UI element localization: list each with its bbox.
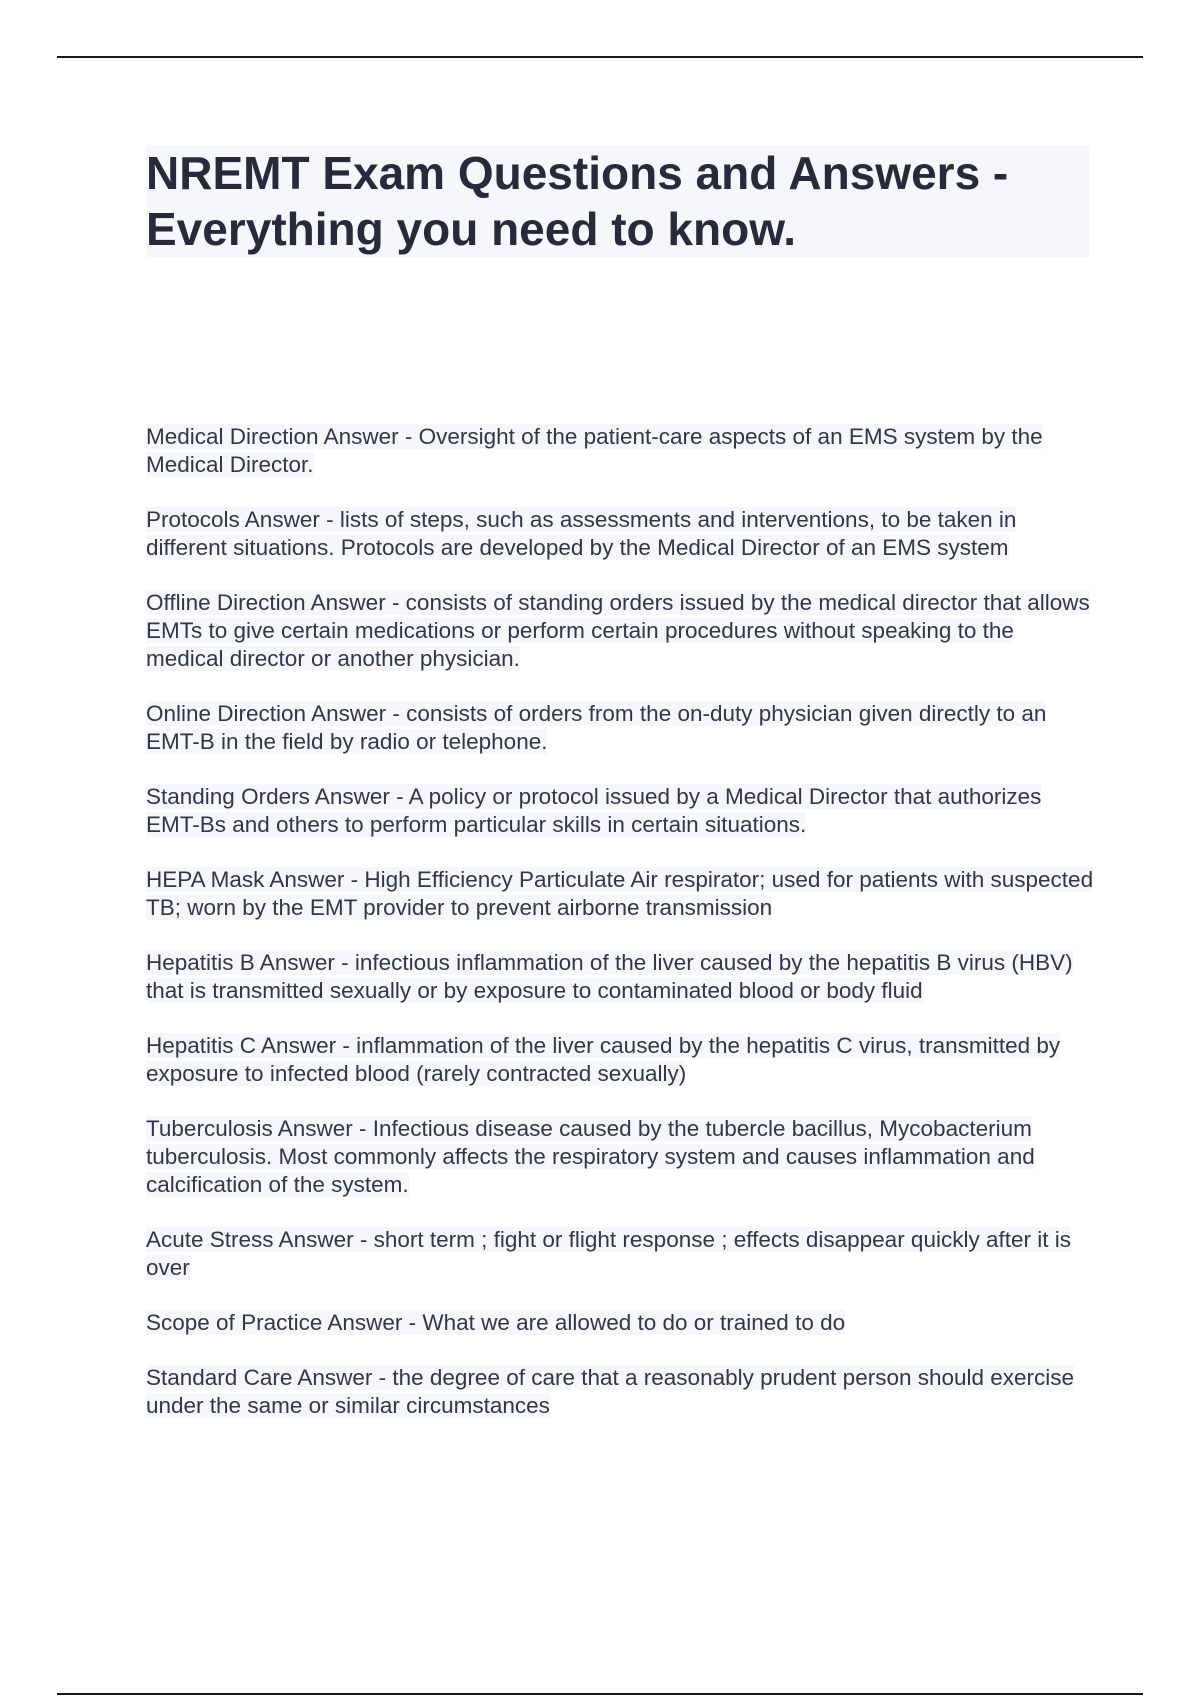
qa-entry-medical-direction: Medical Direction Answer - Oversight of the patient-care aspects of an EMS system by the Medical Director.	[146, 424, 1043, 477]
page-title: NREMT Exam Questions and Answers - Everything you need to know.	[146, 147, 1009, 255]
qa-entry-hepatitis-c: Hepatitis C Answer - inflammation of the liver caused by the hepatitis C virus, transmitted by exposure to infected blood (rarely contracted sexually)	[146, 1033, 1061, 1086]
title-block	[146, 145, 1089, 257]
qa-entry-tuberculosis: Tuberculosis Answer - Infectious disease caused by the tubercle bacillus, Mycobacterium tuberculosis. Most commonly affects the respiratory system and causes inflammation and calcification of the system.	[146, 1116, 1035, 1197]
qa-entry-scope-of-practice: Scope of Practice Answer - What we are allowed to do or trained to do	[146, 1310, 846, 1335]
qa-entry-offline-direction: Offline Direction Answer - consists of standing orders issued by the medical director that allows EMTs to give certain medications or perform certain procedures without speaking to the medical director or another physician.	[146, 590, 1090, 671]
qa-list	[146, 423, 1096, 1447]
qa-entry-online-direction: Online Direction Answer - consists of orders from the on-duty physician given directly to an EMT-B in the field by radio or telephone.	[146, 701, 1047, 754]
qa-entry-standard-care: Standard Care Answer - the degree of care that a reasonably prudent person should exercise under the same or similar circumstances	[146, 1365, 1075, 1418]
qa-entry-hepatitis-b: Hepatitis B Answer - infectious inflammation of the liver caused by the hepatitis B virus (HBV) that is transmitted sexually or by exposure to contaminated blood or body fluid	[146, 950, 1073, 1003]
bottom-rule	[57, 1693, 1143, 1695]
qa-entry-hepa-mask: HEPA Mask Answer - High Efficiency Particulate Air respirator; used for patients with suspected TB; worn by the EMT provider to prevent airborne transmission	[146, 867, 1094, 920]
qa-entry-acute-stress: Acute Stress Answer - short term ; fight or flight response ; effects disappear quickly after it is over	[146, 1227, 1071, 1280]
top-rule	[57, 56, 1143, 58]
qa-entry-standing-orders: Standing Orders Answer - A policy or protocol issued by a Medical Director that authorizes EMT-Bs and others to perform particular skills in certain situations.	[146, 784, 1042, 837]
qa-entry-protocols: Protocols Answer - lists of steps, such as assessments and interventions, to be taken in different situations. Protocols are developed by the Medical Director of an EMS system	[146, 507, 1017, 560]
